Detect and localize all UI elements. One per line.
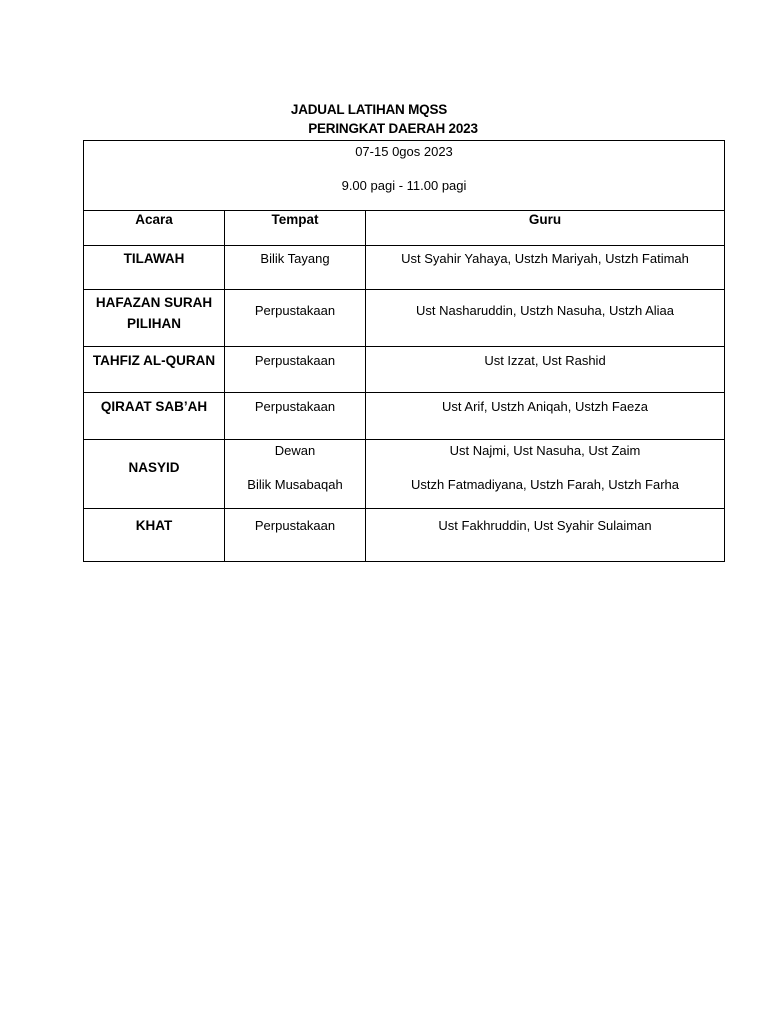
acara-cell: TAHFIZ AL-QURAN [84,347,225,393]
table-row [84,440,725,509]
schedule-time: 9.00 pagi - 11.00 pagi [341,178,467,193]
guru-cell: Ust Izzat, Ust Rashid [366,347,725,393]
table-row [84,246,725,290]
tempat-cell [225,440,366,509]
column-header-acara: Acara [84,211,225,246]
schedule-table [83,140,725,562]
column-header-guru: Guru [366,211,725,246]
document-title: JADUAL LATIHAN MQSS [290,102,448,117]
table-row [84,347,725,393]
tempat-cell: Perpustakaan [225,290,366,347]
acara-cell: TILAWAH [84,246,225,290]
acara-line: HAFAZAN SURAH [95,295,213,310]
tempat-cell: Bilik Tayang [225,246,366,290]
schedule-header-row [84,141,725,211]
guru-cell: Ust Arif, Ustzh Aniqah, Ustzh Faeza [366,393,725,440]
acara-cell: NASYID [84,440,225,509]
table-row [84,393,725,440]
acara-cell: KHAT [84,509,225,562]
tempat-line: Bilik Musabaqah [247,477,343,492]
acara-cell [84,290,225,347]
schedule-date-time-cell [84,141,725,211]
acara-cell: QIRAAT SAB’AH [84,393,225,440]
tempat-cell: Perpustakaan [225,509,366,562]
tempat-cell: Perpustakaan [225,393,366,440]
guru-cell: Ust Nasharuddin, Ustzh Nasuha, Ustzh Aliaa [366,290,725,347]
schedule-dates: 07-15 0gos 2023 [355,144,453,159]
column-header-tempat: Tempat [225,211,366,246]
guru-cell: Ust Syahir Yahaya, Ustzh Mariyah, Ustzh Fatimah [366,246,725,290]
guru-line: Ust Najmi, Ust Nasuha, Ust Zaim [449,443,641,458]
column-header-row [84,211,725,246]
tempat-cell: Perpustakaan [225,347,366,393]
document-subtitle: PERINGKAT DAERAH 2023 [308,121,478,136]
table-row [84,509,725,562]
tempat-line: Dewan [274,443,316,458]
guru-cell: Ust Fakhruddin, Ust Syahir Sulaiman [366,509,725,562]
acara-line: PILIHAN [127,316,181,331]
guru-cell [366,440,725,509]
guru-line: Ustzh Fatmadiyana, Ustzh Farah, Ustzh Farha [410,477,680,492]
table-row [84,290,725,347]
